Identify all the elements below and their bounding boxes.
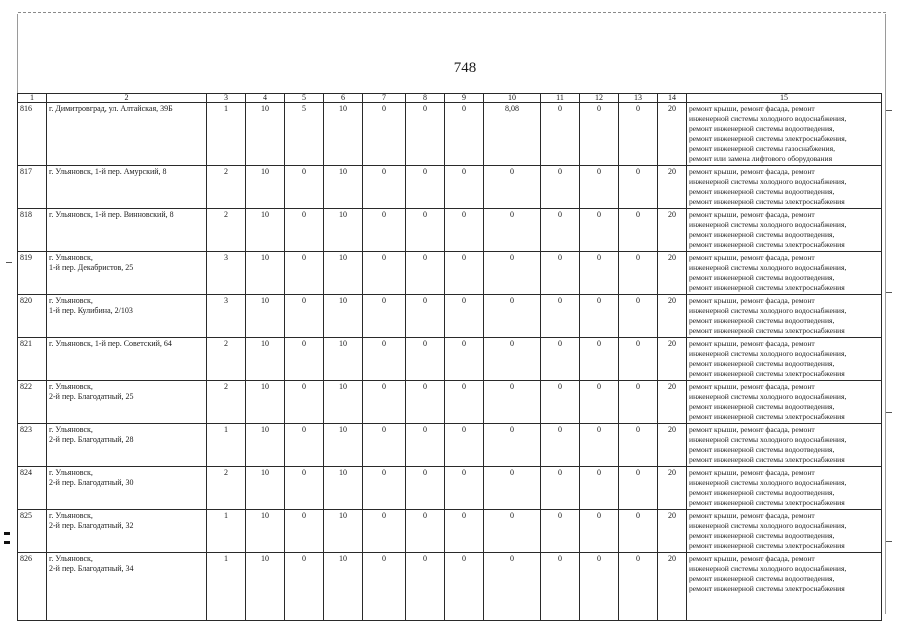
value-cell-col-5: 0 <box>285 295 324 338</box>
value-cell-col-7: 0 <box>363 295 406 338</box>
value-cell-col-14: 20 <box>658 467 687 510</box>
value-cell-col-12: 0 <box>580 209 619 252</box>
works-list-cell <box>687 338 882 381</box>
works-list-cell <box>687 295 882 338</box>
address-line: г. Ульяновск, 1-й пер. Амурский, 8 <box>49 167 167 176</box>
work-item: ремонт инженерной системы водоотведения, <box>689 316 835 325</box>
value-cell-col-12: 0 <box>580 338 619 381</box>
column-number-1: 1 <box>18 94 47 103</box>
table-row <box>18 338 882 381</box>
address-line: г. Ульяновск, <box>49 511 93 520</box>
address-cell <box>47 467 207 510</box>
works-list-cell <box>687 103 882 166</box>
works-list-cell <box>687 467 882 510</box>
value-cell-col-13: 0 <box>619 467 658 510</box>
work-item: инженерной системы холодного водоснабжения, <box>689 521 847 530</box>
work-item: ремонт инженерной системы электроснабжения <box>689 584 845 593</box>
table-row <box>18 209 882 252</box>
works-list-cell <box>687 424 882 467</box>
value-cell-col-6: 10 <box>324 553 363 621</box>
column-number-6: 6 <box>324 94 363 103</box>
column-number-row <box>18 94 882 103</box>
value-cell-col-9: 0 <box>445 209 484 252</box>
value-cell-col-4: 10 <box>246 381 285 424</box>
address-line: г. Ульяновск, <box>49 296 93 305</box>
row-number: 824 <box>18 467 47 510</box>
value-cell-col-10: 0 <box>484 295 541 338</box>
table-row <box>18 424 882 467</box>
value-cell-col-14: 20 <box>658 424 687 467</box>
column-number-13: 13 <box>619 94 658 103</box>
address-cell <box>47 338 207 381</box>
value-cell-col-8: 0 <box>406 295 445 338</box>
column-number-5: 5 <box>285 94 324 103</box>
work-item: ремонт крыши, ремонт фасада, ремонт <box>689 468 815 477</box>
value-cell-col-5: 0 <box>285 338 324 381</box>
address-line: 2-й пер. Благодатный, 30 <box>49 478 134 487</box>
value-cell-col-3: 1 <box>207 510 246 553</box>
value-cell-col-10: 0 <box>484 209 541 252</box>
table-row <box>18 166 882 209</box>
value-cell-col-5: 0 <box>285 252 324 295</box>
address-line: 1-й пер. Кулибина, 2/103 <box>49 306 133 315</box>
table-row <box>18 510 882 553</box>
value-cell-col-9: 0 <box>445 424 484 467</box>
value-cell-col-3: 3 <box>207 295 246 338</box>
value-cell-col-11: 0 <box>541 209 580 252</box>
work-item: ремонт инженерной системы электроснабжения <box>689 412 845 421</box>
address-cell <box>47 381 207 424</box>
value-cell-col-12: 0 <box>580 553 619 621</box>
value-cell-col-11: 0 <box>541 424 580 467</box>
address-line: 2-й пер. Благодатный, 32 <box>49 521 134 530</box>
works-list-cell <box>687 553 882 621</box>
value-cell-col-11: 0 <box>541 553 580 621</box>
value-cell-col-14: 20 <box>658 295 687 338</box>
value-cell-col-4: 10 <box>246 338 285 381</box>
work-item: ремонт инженерной системы водоотведения, <box>689 488 835 497</box>
row-number: 826 <box>18 553 47 621</box>
address-cell <box>47 103 207 166</box>
work-item: ремонт инженерной системы водоотведения, <box>689 187 835 196</box>
work-item: ремонт крыши, ремонт фасада, ремонт <box>689 382 815 391</box>
work-item: ремонт инженерной системы электроснабжения, <box>689 134 847 143</box>
value-cell-col-13: 0 <box>619 103 658 166</box>
address-line: 1-й пер. Декабристов, 25 <box>49 263 134 272</box>
column-number-7: 7 <box>363 94 406 103</box>
value-cell-col-4: 10 <box>246 103 285 166</box>
row-number: 823 <box>18 424 47 467</box>
scan-mark <box>4 532 10 535</box>
work-item: инженерной системы холодного водоснабжения, <box>689 392 847 401</box>
value-cell-col-7: 0 <box>363 338 406 381</box>
value-cell-col-9: 0 <box>445 103 484 166</box>
table-row <box>18 381 882 424</box>
value-cell-col-11: 0 <box>541 338 580 381</box>
works-list-cell <box>687 252 882 295</box>
value-cell-col-9: 0 <box>445 381 484 424</box>
work-item: ремонт крыши, ремонт фасада, ремонт <box>689 339 815 348</box>
value-cell-col-4: 10 <box>246 209 285 252</box>
value-cell-col-13: 0 <box>619 252 658 295</box>
row-number: 825 <box>18 510 47 553</box>
margin-tick <box>6 262 12 263</box>
value-cell-col-4: 10 <box>246 166 285 209</box>
address-cell <box>47 424 207 467</box>
work-item: ремонт инженерной системы электроснабжения <box>689 541 845 550</box>
work-item: ремонт крыши, ремонт фасада, ремонт <box>689 296 815 305</box>
work-item: ремонт крыши, ремонт фасада, ремонт <box>689 253 815 262</box>
value-cell-col-11: 0 <box>541 510 580 553</box>
value-cell-col-6: 10 <box>324 103 363 166</box>
register-table <box>17 93 882 621</box>
value-cell-col-4: 10 <box>246 424 285 467</box>
value-cell-col-5: 0 <box>285 424 324 467</box>
address-cell <box>47 553 207 621</box>
value-cell-col-8: 0 <box>406 209 445 252</box>
value-cell-col-11: 0 <box>541 381 580 424</box>
value-cell-col-7: 0 <box>363 166 406 209</box>
value-cell-col-6: 10 <box>324 510 363 553</box>
work-item: ремонт инженерной системы электроснабжения <box>689 283 845 292</box>
value-cell-col-5: 0 <box>285 510 324 553</box>
value-cell-col-8: 0 <box>406 553 445 621</box>
value-cell-col-6: 10 <box>324 166 363 209</box>
value-cell-col-3: 1 <box>207 103 246 166</box>
value-cell-col-6: 10 <box>324 338 363 381</box>
column-number-9: 9 <box>445 94 484 103</box>
value-cell-col-12: 0 <box>580 166 619 209</box>
value-cell-col-12: 0 <box>580 424 619 467</box>
value-cell-col-10: 0 <box>484 510 541 553</box>
address-line: г. Ульяновск, <box>49 425 93 434</box>
works-list-cell <box>687 209 882 252</box>
value-cell-col-11: 0 <box>541 166 580 209</box>
works-list-cell <box>687 510 882 553</box>
table-row <box>18 467 882 510</box>
work-item: ремонт крыши, ремонт фасада, ремонт <box>689 210 815 219</box>
value-cell-col-12: 0 <box>580 103 619 166</box>
work-item: инженерной системы холодного водоснабжения, <box>689 263 847 272</box>
value-cell-col-8: 0 <box>406 424 445 467</box>
work-item: инженерной системы холодного водоснабжения, <box>689 435 847 444</box>
value-cell-col-7: 0 <box>363 553 406 621</box>
value-cell-col-12: 0 <box>580 467 619 510</box>
value-cell-col-8: 0 <box>406 381 445 424</box>
value-cell-col-13: 0 <box>619 295 658 338</box>
page-number: 748 <box>453 60 477 76</box>
value-cell-col-14: 20 <box>658 553 687 621</box>
work-item: инженерной системы холодного водоснабжения, <box>689 564 847 573</box>
work-item: инженерной системы холодного водоснабжения, <box>689 349 847 358</box>
value-cell-col-3: 1 <box>207 424 246 467</box>
work-item: ремонт крыши, ремонт фасада, ремонт <box>689 104 815 113</box>
row-number: 822 <box>18 381 47 424</box>
address-line: 2-й пер. Благодатный, 25 <box>49 392 134 401</box>
value-cell-col-11: 0 <box>541 467 580 510</box>
value-cell-col-10: 0 <box>484 338 541 381</box>
work-item: ремонт инженерной системы водоотведения, <box>689 359 835 368</box>
address-line: г. Димитровград, ул. Алтайская, 39Б <box>49 104 173 113</box>
value-cell-col-14: 20 <box>658 209 687 252</box>
value-cell-col-9: 0 <box>445 510 484 553</box>
address-cell <box>47 166 207 209</box>
work-item: ремонт крыши, ремонт фасада, ремонт <box>689 425 815 434</box>
column-number-8: 8 <box>406 94 445 103</box>
work-item: ремонт инженерной системы водоотведения, <box>689 531 835 540</box>
value-cell-col-3: 2 <box>207 467 246 510</box>
value-cell-col-11: 0 <box>541 103 580 166</box>
value-cell-col-13: 0 <box>619 381 658 424</box>
value-cell-col-7: 0 <box>363 424 406 467</box>
value-cell-col-5: 0 <box>285 467 324 510</box>
value-cell-col-14: 20 <box>658 338 687 381</box>
value-cell-col-7: 0 <box>363 252 406 295</box>
address-line: 2-й пер. Благодатный, 28 <box>49 435 134 444</box>
margin-tick <box>886 412 892 413</box>
value-cell-col-6: 10 <box>324 295 363 338</box>
work-item: инженерной системы холодного водоснабжения, <box>689 306 847 315</box>
column-number-12: 12 <box>580 94 619 103</box>
value-cell-col-6: 10 <box>324 252 363 295</box>
value-cell-col-12: 0 <box>580 381 619 424</box>
address-line: г. Ульяновск, <box>49 468 93 477</box>
value-cell-col-13: 0 <box>619 424 658 467</box>
value-cell-col-10: 0 <box>484 553 541 621</box>
work-item: инженерной системы холодного водоснабжения, <box>689 478 847 487</box>
value-cell-col-3: 2 <box>207 381 246 424</box>
work-item: ремонт инженерной системы электроснабжения <box>689 326 845 335</box>
table-body <box>18 103 882 621</box>
value-cell-col-8: 0 <box>406 103 445 166</box>
work-item: инженерной системы холодного водоснабжения, <box>689 220 847 229</box>
address-cell <box>47 295 207 338</box>
address-cell <box>47 209 207 252</box>
margin-tick <box>886 541 892 542</box>
value-cell-col-10: 0 <box>484 467 541 510</box>
value-cell-col-8: 0 <box>406 338 445 381</box>
value-cell-col-8: 0 <box>406 166 445 209</box>
value-cell-col-7: 0 <box>363 209 406 252</box>
value-cell-col-9: 0 <box>445 295 484 338</box>
value-cell-col-13: 0 <box>619 166 658 209</box>
value-cell-col-10: 0 <box>484 166 541 209</box>
value-cell-col-5: 0 <box>285 553 324 621</box>
value-cell-col-3: 2 <box>207 338 246 381</box>
value-cell-col-10: 0 <box>484 424 541 467</box>
work-item: ремонт инженерной системы водоотведения, <box>689 273 835 282</box>
row-number: 818 <box>18 209 47 252</box>
table-row <box>18 252 882 295</box>
value-cell-col-13: 0 <box>619 553 658 621</box>
scan-edge-right <box>885 14 886 614</box>
value-cell-col-3: 2 <box>207 209 246 252</box>
work-item: ремонт инженерной системы электроснабжения <box>689 498 845 507</box>
value-cell-col-11: 0 <box>541 252 580 295</box>
value-cell-col-7: 0 <box>363 467 406 510</box>
address-line: г. Ульяновск, 1-й пер. Винновский, 8 <box>49 210 174 219</box>
work-item: ремонт крыши, ремонт фасада, ремонт <box>689 511 815 520</box>
value-cell-col-10: 8,08 <box>484 103 541 166</box>
work-item: ремонт инженерной системы газоснабжения, <box>689 144 835 153</box>
work-item: ремонт инженерной системы водоотведения, <box>689 574 835 583</box>
value-cell-col-6: 10 <box>324 209 363 252</box>
value-cell-col-7: 0 <box>363 103 406 166</box>
value-cell-col-14: 20 <box>658 510 687 553</box>
works-list-cell <box>687 166 882 209</box>
work-item: ремонт крыши, ремонт фасада, ремонт <box>689 554 815 563</box>
work-item: ремонт инженерной системы водоотведения, <box>689 402 835 411</box>
address-line: г. Ульяновск, <box>49 554 93 563</box>
row-number: 816 <box>18 103 47 166</box>
value-cell-col-8: 0 <box>406 467 445 510</box>
row-number: 820 <box>18 295 47 338</box>
work-item: ремонт инженерной системы электроснабжения <box>689 369 845 378</box>
work-item: инженерной системы холодного водоснабжения, <box>689 114 847 123</box>
value-cell-col-4: 10 <box>246 467 285 510</box>
value-cell-col-13: 0 <box>619 338 658 381</box>
value-cell-col-4: 10 <box>246 252 285 295</box>
row-number: 819 <box>18 252 47 295</box>
value-cell-col-13: 0 <box>619 209 658 252</box>
value-cell-col-14: 20 <box>658 252 687 295</box>
value-cell-col-3: 2 <box>207 166 246 209</box>
work-item: ремонт инженерной системы электроснабжения <box>689 240 845 249</box>
margin-tick <box>886 292 892 293</box>
row-number: 817 <box>18 166 47 209</box>
work-item: инженерной системы холодного водоснабжения, <box>689 177 847 186</box>
value-cell-col-9: 0 <box>445 467 484 510</box>
address-line: 2-й пер. Благодатный, 34 <box>49 564 134 573</box>
value-cell-col-12: 0 <box>580 295 619 338</box>
row-number: 821 <box>18 338 47 381</box>
work-item: ремонт инженерной системы водоотведения, <box>689 124 835 133</box>
column-number-10: 10 <box>484 94 541 103</box>
value-cell-col-9: 0 <box>445 252 484 295</box>
column-number-15: 15 <box>687 94 882 103</box>
value-cell-col-5: 0 <box>285 381 324 424</box>
margin-tick <box>886 110 892 111</box>
value-cell-col-10: 0 <box>484 381 541 424</box>
value-cell-col-7: 0 <box>363 381 406 424</box>
work-item: ремонт инженерной системы водоотведения, <box>689 230 835 239</box>
value-cell-col-11: 0 <box>541 295 580 338</box>
value-cell-col-4: 10 <box>246 510 285 553</box>
table-row <box>18 553 882 621</box>
scan-mark <box>4 541 10 544</box>
value-cell-col-8: 0 <box>406 252 445 295</box>
table-row <box>18 103 882 166</box>
column-number-2: 2 <box>47 94 207 103</box>
value-cell-col-14: 20 <box>658 381 687 424</box>
work-item: ремонт крыши, ремонт фасада, ремонт <box>689 167 815 176</box>
value-cell-col-6: 10 <box>324 381 363 424</box>
address-line: г. Ульяновск, 1-й пер. Советский, 64 <box>49 339 172 348</box>
value-cell-col-5: 0 <box>285 166 324 209</box>
value-cell-col-3: 1 <box>207 553 246 621</box>
column-number-11: 11 <box>541 94 580 103</box>
value-cell-col-9: 0 <box>445 553 484 621</box>
value-cell-col-3: 3 <box>207 252 246 295</box>
value-cell-col-5: 5 <box>285 103 324 166</box>
value-cell-col-12: 0 <box>580 252 619 295</box>
column-number-3: 3 <box>207 94 246 103</box>
table-row <box>18 295 882 338</box>
value-cell-col-12: 0 <box>580 510 619 553</box>
work-item: ремонт или замена лифтового оборудования <box>689 154 833 163</box>
column-number-14: 14 <box>658 94 687 103</box>
value-cell-col-4: 10 <box>246 553 285 621</box>
value-cell-col-9: 0 <box>445 338 484 381</box>
work-item: ремонт инженерной системы электроснабжения <box>689 455 845 464</box>
value-cell-col-8: 0 <box>406 510 445 553</box>
value-cell-col-14: 20 <box>658 166 687 209</box>
value-cell-col-7: 0 <box>363 510 406 553</box>
value-cell-col-6: 10 <box>324 424 363 467</box>
address-line: г. Ульяновск, <box>49 253 93 262</box>
address-cell <box>47 252 207 295</box>
work-item: ремонт инженерной системы электроснабжения <box>689 197 845 206</box>
value-cell-col-5: 0 <box>285 209 324 252</box>
work-item: ремонт инженерной системы водоотведения, <box>689 445 835 454</box>
value-cell-col-9: 0 <box>445 166 484 209</box>
value-cell-col-13: 0 <box>619 510 658 553</box>
column-number-4: 4 <box>246 94 285 103</box>
value-cell-col-6: 10 <box>324 467 363 510</box>
value-cell-col-14: 20 <box>658 103 687 166</box>
value-cell-col-4: 10 <box>246 295 285 338</box>
address-cell <box>47 510 207 553</box>
address-line: г. Ульяновск, <box>49 382 93 391</box>
value-cell-col-10: 0 <box>484 252 541 295</box>
scan-edge-top <box>18 12 886 13</box>
works-list-cell <box>687 381 882 424</box>
